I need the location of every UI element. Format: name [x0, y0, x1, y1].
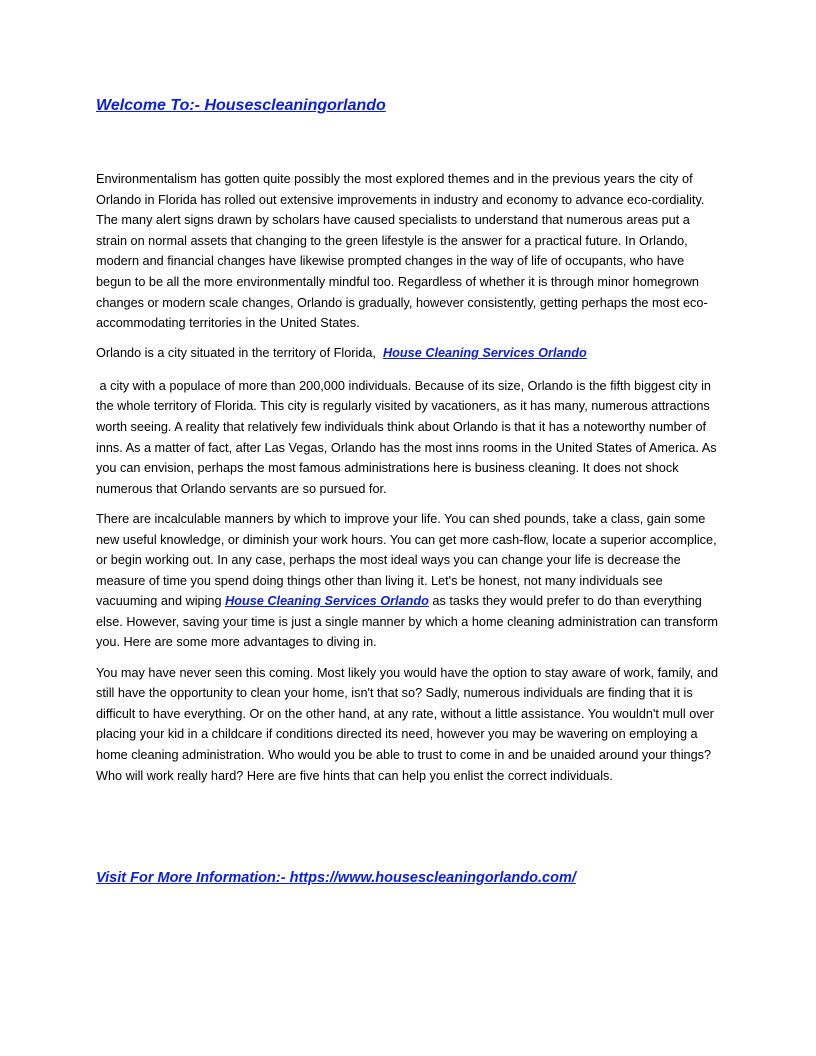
paragraph-improve-life-after: as tasks they would prefer to do than everything else. However, saving your time is just a single manner by which a home cleaning administration can transform you. Here are some more advantages to diving in.	[96, 594, 718, 650]
paragraph-florida	[96, 343, 720, 364]
paragraph-never-seen: You may have never seen this coming. Most likely you would have the option to stay aware of work, family, and still have the opportunity to clean your home, isn't that so? Sadly, numerous individuals are finding that it is difficult to have everything. Or on the other hand, at any rate, without a little assistance. You wouldn't mull over placing your kid in a childcare if conditions directed its need, however you may be wavering on employing a home cleaning administration. Who would you be able to trust to come in and be unaided around your things? Who will work really hard? Here are five hints that can help you enlist the correct individuals.	[96, 665, 719, 783]
page-title-link[interactable]: Welcome To:- Housescleaningorlando	[96, 97, 386, 114]
paragraph-improve-life	[96, 509, 720, 653]
paragraph-population	[96, 376, 720, 500]
house-cleaning-link-2[interactable]: House Cleaning Services Orlando	[225, 594, 429, 609]
document-body	[96, 169, 720, 796]
paragraph-population-text: a city with a populace of more than 200,000 individuals. Because of its size, Orlando is the fifth biggest city in the whole territory of Florida. This city is regularly visited by vacationers, as it has many, numerous attractions worth seeing. A reality that relatively few individuals think about Orlando is that it has a noteworthy number of inns. As a matter of fact, after Las Vegas, Orlando has the most inns rooms in the United States of America. As you can envision, perhaps the most famous administrations here is business cleaning. It does not shock numerous that Orlando servants are so pursued for.	[96, 378, 717, 496]
paragraph-florida-text: Orlando is a city situated in the territory of Florida,	[96, 346, 376, 361]
house-cleaning-link-1[interactable]: House Cleaning Services Orlando	[383, 346, 587, 361]
paragraph-environmentalism: Environmentalism has gotten quite possibly the most explored themes and in the previous years the city of Orlando in Florida has rolled out extensive improvements in industry and economy to advance eco-cordiality. The many alert signs drawn by scholars have caused specialists to understand that numerous areas put a strain on normal assets that changing to the green lifestyle is the answer for a practical future. In Orlando, modern and financial changes have likewise prompted changes in the way of life of occupants, who have begun to be all the more environmentally mindful too. Regardless of whether it is through minor homegrown changes or modern scale changes, Orlando is gradually, however consistently, getting perhaps the most eco-accommodating territories in the United States.	[96, 172, 708, 331]
paragraph-improve-life-before: There are incalculable manners by which to improve your life. You can shed pounds, take a class, gain some new useful knowledge, or diminish your work hours. You can get more cash-flow, locate a superior accomplice, or begin working out. In any case, perhaps the most ideal ways you can change your life is decrease the measure of time you spend doing things other than living it. Let's be honest, not many individuals see vacuuming and wiping	[96, 511, 717, 609]
more-information-link[interactable]: Visit For More Information:- https://www.housescleaningorlando.com/	[96, 870, 576, 886]
